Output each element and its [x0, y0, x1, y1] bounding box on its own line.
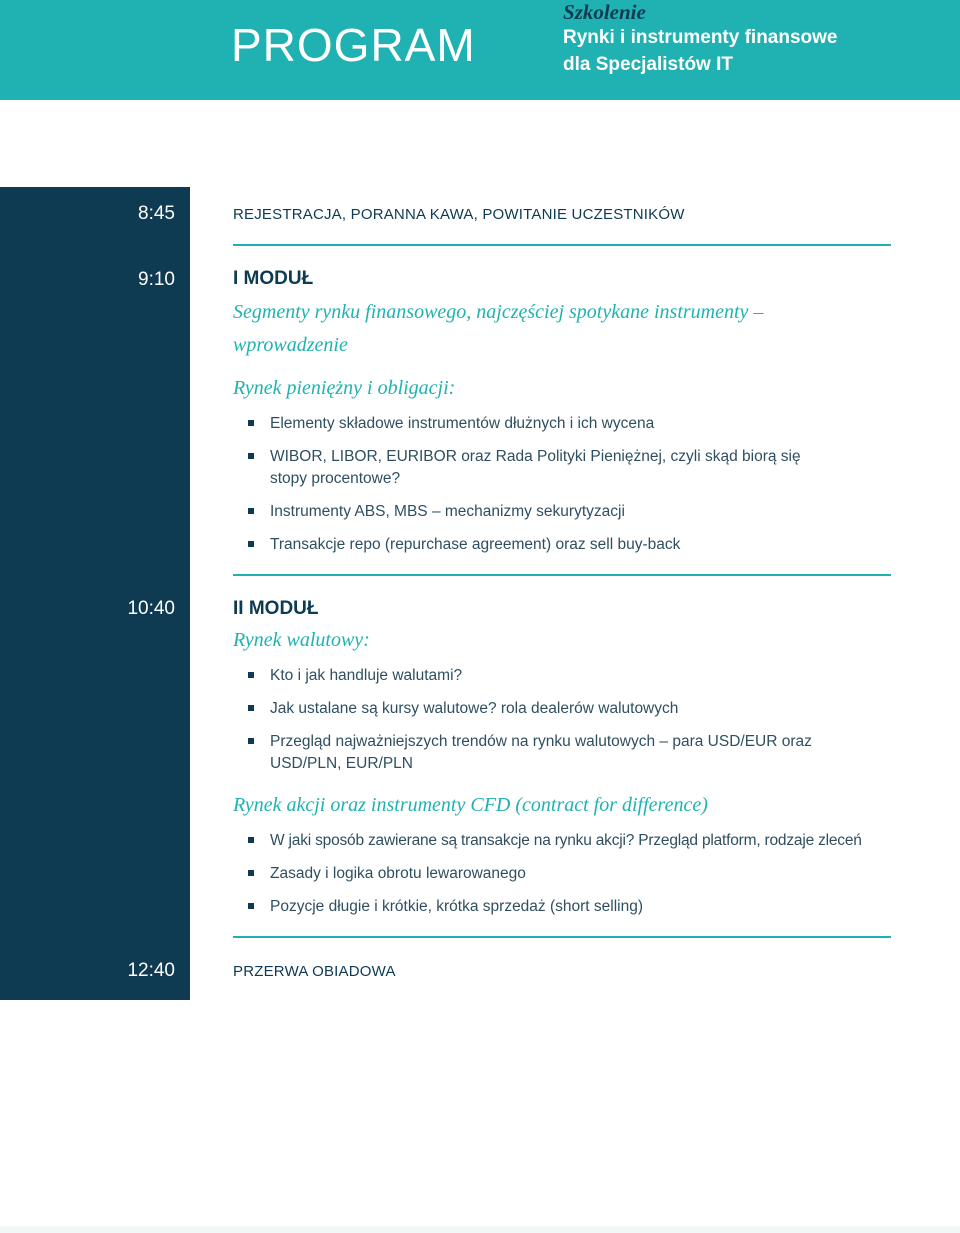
list-item: Jak ustalane są kursy walutowe? rola dealerów walutowych	[233, 698, 893, 720]
module-2-section-1: Rynek walutowy:	[233, 629, 370, 651]
divider	[233, 936, 891, 938]
list-item: Instrumenty ABS, MBS – mechanizmy sekurytyzacji	[233, 501, 893, 523]
divider	[233, 574, 891, 576]
list-item: Przegląd najważniejszych trendów na rynku walutowych – para USD/EUR oraz USD/PLN, EUR/PLN	[233, 731, 873, 775]
course-name-line2: dla Specjalistów IT	[563, 54, 733, 75]
footer-strip	[0, 1226, 960, 1233]
course-name-line1: Rynki i instrumenty finansowe	[563, 27, 838, 48]
module-2-section-2: Rynek akcji oraz instrumenty CFD (contract for difference)	[233, 794, 708, 816]
time-slot-4: 12:40	[127, 960, 175, 981]
module-1-subtitle-line1: Segmenty rynku finansowego, najczęściej spotykane instrumenty –	[233, 301, 764, 323]
time-slot-3: 10:40	[127, 598, 175, 619]
list-item: Zasady i logika obrotu lewarowanego	[233, 863, 893, 885]
bullet-icon	[248, 541, 254, 547]
time-slot-1: 8:45	[138, 203, 175, 224]
bullet-icon	[248, 453, 254, 459]
module-2-title: II MODUŁ	[233, 598, 319, 619]
module-1-section: Rynek pieniężny i obligacji:	[233, 377, 456, 399]
list-item: Elementy składowe instrumentów dłużnych i ich wycena	[233, 413, 893, 435]
list-item: Pozycje długie i krótkie, krótka sprzedaż (short selling)	[233, 896, 893, 918]
time-column	[0, 187, 190, 1000]
list-item: Kto i jak handluje walutami?	[233, 665, 893, 687]
list-item: WIBOR, LIBOR, EURIBOR oraz Rada Polityki Pieniężnej, czyli skąd biorą się stopy procentowe?	[233, 446, 833, 490]
registration-item: REJESTRACJA, PORANNA KAWA, POWITANIE UCZESTNIKÓW	[233, 206, 685, 223]
bullet-icon	[248, 903, 254, 909]
list-item: Transakcje repo (repurchase agreement) oraz sell buy-back	[233, 534, 893, 556]
bullet-icon	[248, 672, 254, 678]
bullet-icon	[248, 705, 254, 711]
module-1-subtitle-line2: wprowadzenie	[233, 334, 348, 356]
page-title: PROGRAM	[231, 19, 476, 71]
bullet-icon	[248, 738, 254, 744]
bullet-icon	[248, 870, 254, 876]
list-item: W jaki sposób zawierane są transakcje na rynku akcji? Przegląd platform, rodzaje zleceń	[233, 830, 893, 852]
page-header	[0, 0, 960, 100]
course-kicker: Szkolenie	[563, 0, 646, 24]
bullet-icon	[248, 837, 254, 843]
module-1-subtitle	[233, 296, 873, 362]
divider	[233, 244, 891, 246]
module-1-title: I MODUŁ	[233, 268, 314, 289]
lunch-break-item: PRZERWA OBIADOWA	[233, 963, 396, 980]
bullet-icon	[248, 508, 254, 514]
bullet-icon	[248, 420, 254, 426]
time-slot-2: 9:10	[138, 269, 175, 290]
